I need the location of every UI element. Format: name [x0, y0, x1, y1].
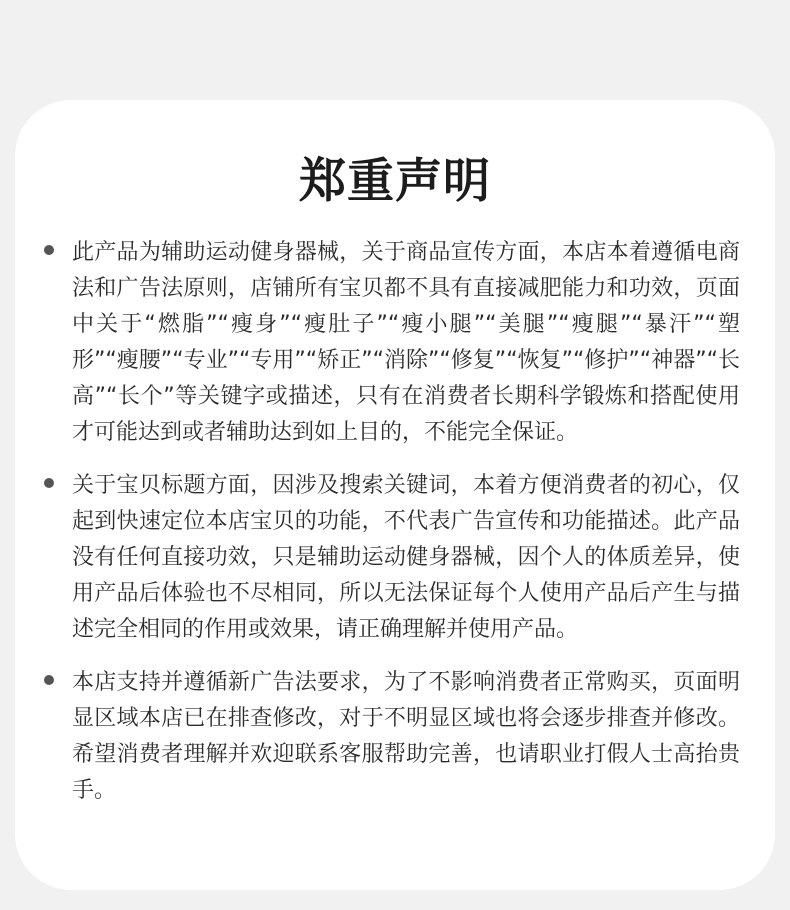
list-item — [0, 235, 790, 451]
bullet-dot-icon — [44, 245, 54, 255]
bullet-dot-icon — [44, 675, 54, 685]
paragraph-text: 关于宝贝标题方面，因涉及搜索关键词，本着方便消费者的初心，仅起到快速定位本店宝贝的功能，不代表广告宣传和功能描述。此产品没有任何直接功效，只是辅助运动健身器械，因个人的体质差异，使用产品后体验也不尽相同，所以无法保证每个人使用产品后产生与描述完全相同的作用或效果，请正确理解并使用产品。 — [72, 473, 740, 642]
paragraph-text: 此产品为辅助运动健身器械，关于商品宣传方面，本店本着遵循电商法和广告法原则，店铺所有宝贝都不具有直接减肥能力和功效，页面中关于“燃脂”“瘦身”“瘦肚子”“瘦小腿”“美腿”“瘦腿”“暴汗”“塑形”“瘦腰”“专业”“专用”“矫正”“消除”“修复”“恢复”“修护”“神器”“长高”“长个”等关键字或描述，只有在消费者长期科学锻炼和搭配使用才可能达到或者辅助达到如上目的，不能完全保证。 — [72, 240, 740, 445]
list-item — [0, 665, 790, 809]
list-item — [0, 468, 790, 648]
page-title: 郑重声明 — [299, 154, 491, 209]
bullet-dot-icon — [44, 478, 54, 488]
paragraph-text: 本店支持并遵循新广告法要求，为了不影响消费者正常购买，页面明显区域本店已在排查修改，对于不明显区域也将会逐步排查并修改。希望消费者理解并欢迎联系客服帮助完善，也请职业打假人士高抬贵手。 — [72, 670, 740, 803]
statement-list — [0, 235, 790, 826]
